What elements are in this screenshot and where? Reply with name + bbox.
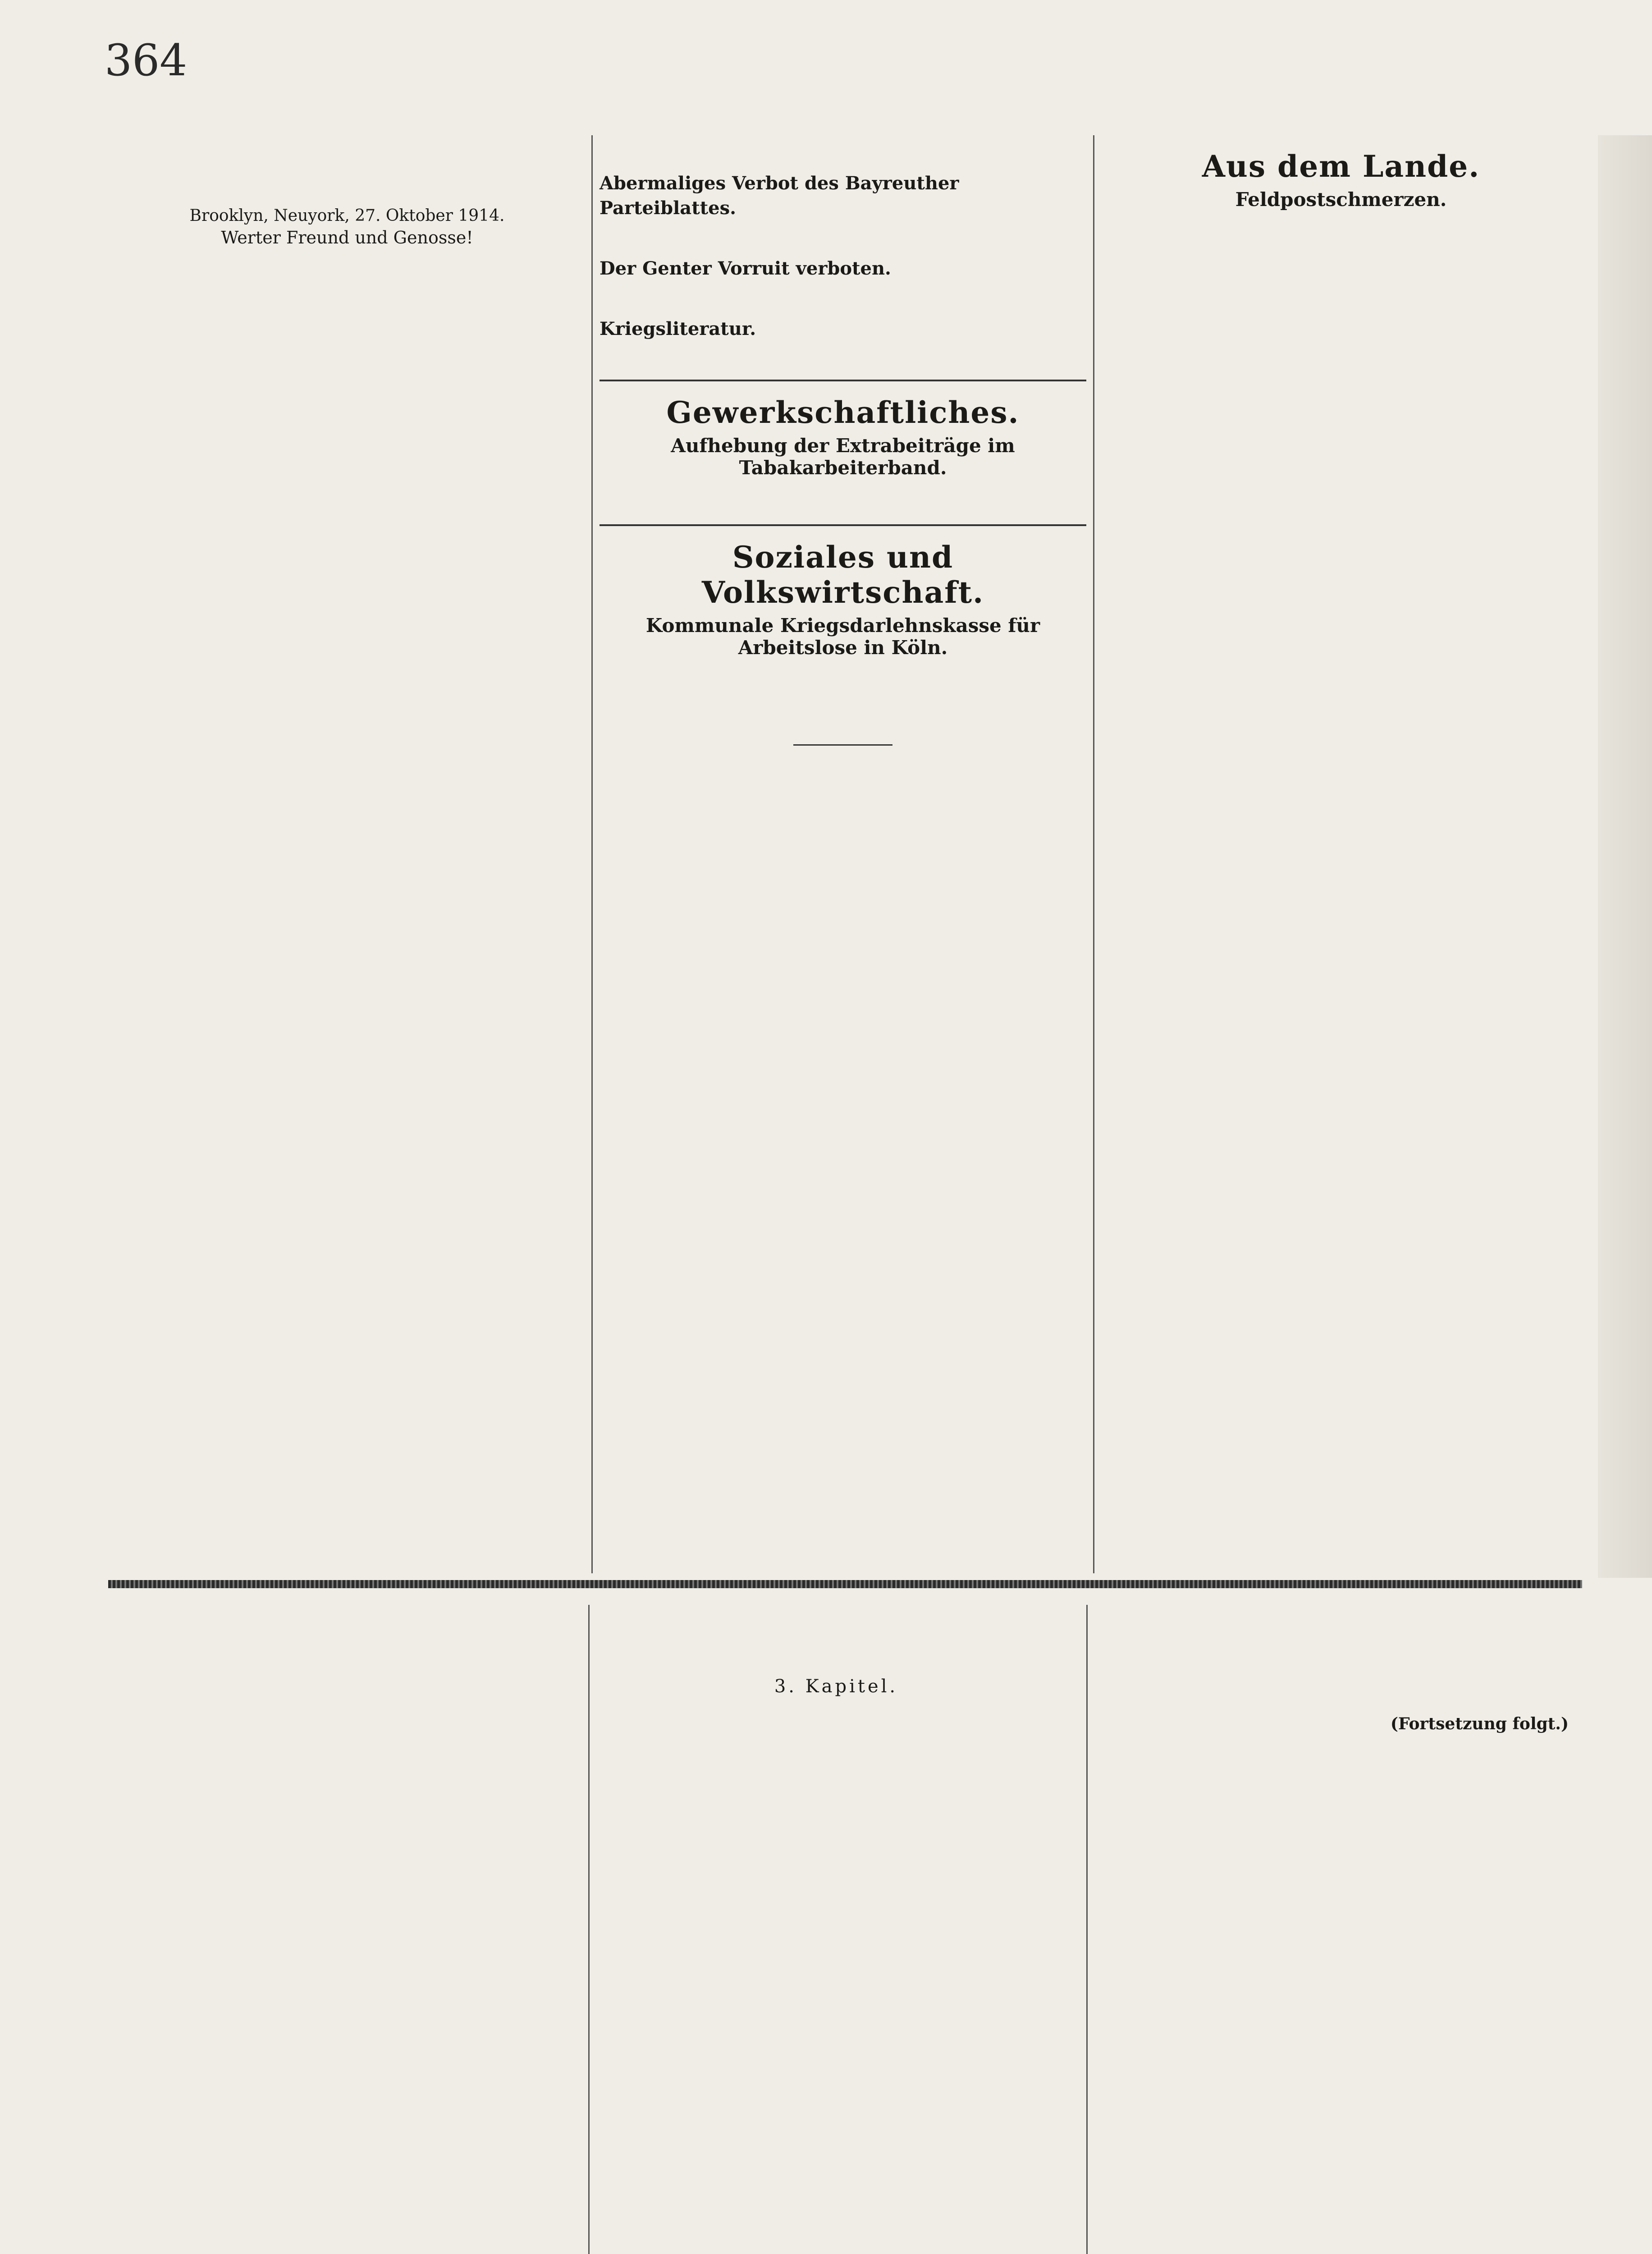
- article-heading: Der Genter Vorruit verboten.: [599, 258, 891, 279]
- article-text: [108, 290, 586, 315]
- article-text: [1102, 289, 1580, 314]
- feuilleton-column-3: [1100, 1605, 1569, 1733]
- feuilleton-column-1: [108, 1605, 577, 1783]
- article-title: Aufhebung der Extrabeiträge im Tabakarbeiterband.: [671, 435, 1015, 479]
- dateline: Brooklyn, Neuyork, 27. Oktober 1914.: [189, 206, 505, 225]
- page-number: 364: [105, 35, 188, 86]
- article-text: [602, 1640, 1071, 1665]
- article-text: [108, 433, 586, 458]
- column-divider-2: [1093, 135, 1094, 1573]
- article-text: [599, 281, 1086, 306]
- article-text: [108, 362, 586, 386]
- column-3: [1102, 135, 1580, 360]
- article-text: [1102, 253, 1580, 278]
- page-edge: [1598, 135, 1652, 1578]
- article-text: [108, 397, 586, 422]
- article-heading: Kriegsliteratur.: [599, 318, 756, 339]
- feuilleton-divider-2: [1086, 1605, 1088, 2254]
- column-1: [108, 135, 586, 504]
- article-text: [108, 1605, 577, 1630]
- continuation-note: (Fortsetzung folgt.): [1390, 1714, 1569, 1733]
- article-text: [108, 468, 586, 493]
- feuilleton-divider: [108, 1580, 1582, 1588]
- section-rule: [599, 524, 1086, 526]
- article-text: [108, 135, 586, 160]
- article-heading: Abermaliges Verbot des Bayreuther Parteiblattes.: [599, 173, 959, 219]
- article-text: [602, 1739, 1071, 1764]
- article-text: [108, 171, 586, 196]
- article-text: [108, 1712, 577, 1736]
- article-text: [108, 1747, 577, 1772]
- article-text: [602, 1774, 1071, 1799]
- article-text: [599, 666, 1086, 691]
- end-rule: [793, 744, 892, 746]
- letter-salutation: Werter Freund und Genosse!: [221, 228, 473, 247]
- article-text: [108, 326, 586, 351]
- article-text: [1102, 218, 1580, 243]
- article-text: [599, 220, 1086, 245]
- article-text: [599, 486, 1086, 511]
- feuilleton-divider-1: [588, 1605, 590, 2254]
- article-text: [602, 1605, 1071, 1630]
- section-title: Soziales und Volkswirtschaft.: [701, 540, 984, 610]
- article-text: [1100, 1605, 1569, 1630]
- article-text: [1102, 325, 1580, 349]
- article-text: [108, 1676, 577, 1701]
- section-title: Aus dem Lande.: [1202, 149, 1480, 184]
- article-title: Feldpostschmerzen.: [1235, 188, 1447, 211]
- article-text: [108, 255, 586, 279]
- feuilleton-column-2: [602, 1605, 1071, 1846]
- article-text: [599, 341, 1086, 366]
- section-title: Gewerkschaftliches.: [666, 395, 1020, 430]
- chapter-heading: 3. Kapitel.: [774, 1676, 898, 1697]
- article-text: [1100, 1676, 1569, 1701]
- column-divider-1: [591, 135, 593, 1573]
- article-text: [602, 1703, 1071, 1728]
- article-text: [599, 701, 1086, 726]
- section-rule: [599, 380, 1086, 381]
- article-text: [108, 1640, 577, 1665]
- article-text: [1100, 1640, 1569, 1665]
- article-text: [599, 135, 1086, 160]
- article-text: [602, 1810, 1071, 1835]
- column-2: [599, 135, 1086, 764]
- article-title: Kommunale Kriegsdarlehnskasse für Arbeitslose in Köln.: [645, 614, 1040, 659]
